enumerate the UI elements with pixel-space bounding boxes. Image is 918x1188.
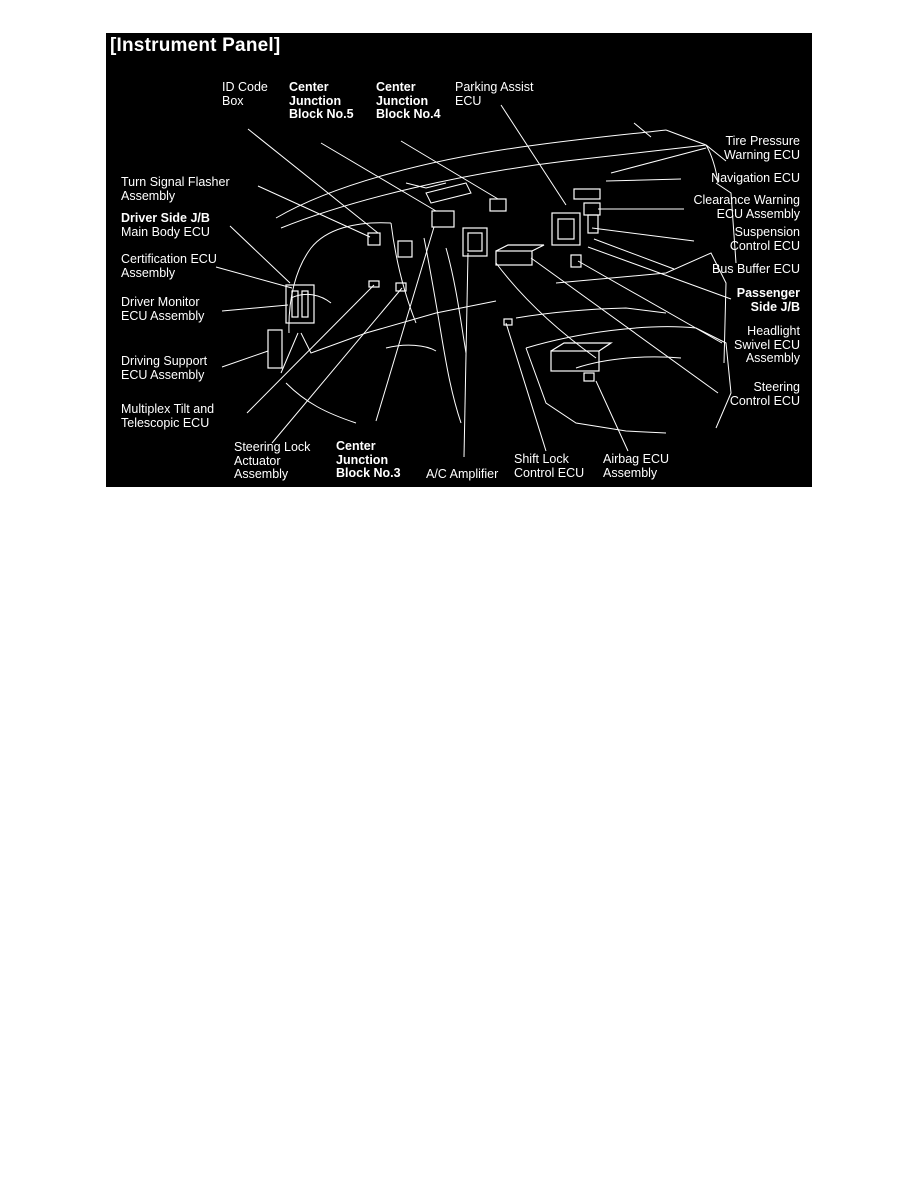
- label-driver-side-jb: Driver Side J/B: [121, 211, 210, 225]
- label-driver-monitor-ecu: Driver Monitor ECU Assembly: [121, 295, 205, 323]
- label-center-junction-block-3: Center Junction Block No.3: [336, 439, 401, 480]
- instrument-panel-diagram: [106, 33, 812, 487]
- label-turn-signal-flasher: Turn Signal Flasher Assembly: [121, 175, 230, 203]
- label-main-body-ecu: Main Body ECU: [121, 225, 210, 239]
- label-airbag-ecu: Airbag ECU Assembly: [603, 452, 669, 480]
- label-steering-control-ecu: Steering Control ECU: [729, 380, 800, 408]
- label-shift-lock-control-ecu: Shift Lock Control ECU: [514, 452, 585, 480]
- label-navigation-ecu: Navigation ECU: [711, 171, 800, 185]
- label-center-junction-block-5: Center Junction Block No.5: [289, 80, 354, 121]
- label-parking-assist-ecu: Parking Assist ECU: [455, 80, 534, 108]
- label-passenger-side-jb: Passenger Side J/B: [736, 286, 800, 314]
- label-certification-ecu: Certification ECU Assembly: [121, 252, 217, 280]
- label-tire-pressure-warning-ecu: Tire Pressure Warning ECU: [724, 134, 800, 162]
- label-headlight-swivel-ecu: Headlight Swivel ECU Assembly: [734, 324, 800, 365]
- label-center-junction-block-4: Center Junction Block No.4: [376, 80, 441, 121]
- label-ac-amplifier: A/C Amplifier: [426, 467, 499, 481]
- label-bus-buffer-ecu: Bus Buffer ECU: [711, 262, 800, 276]
- label-driving-support-ecu: Driving Support ECU Assembly: [121, 354, 208, 382]
- label-clearance-warning-ecu: Clearance Warning ECU Assembly: [693, 193, 800, 221]
- diagram-title: [Instrument Panel]: [110, 35, 281, 56]
- label-id-code-box: ID Code Box: [222, 80, 268, 108]
- label-suspension-control-ecu: Suspension Control ECU: [729, 225, 800, 253]
- label-steering-lock-actuator: Steering Lock Actuator Assembly: [234, 440, 311, 481]
- label-multiplex-tilt-telescopic-ecu: Multiplex Tilt and Telescopic ECU: [121, 402, 215, 430]
